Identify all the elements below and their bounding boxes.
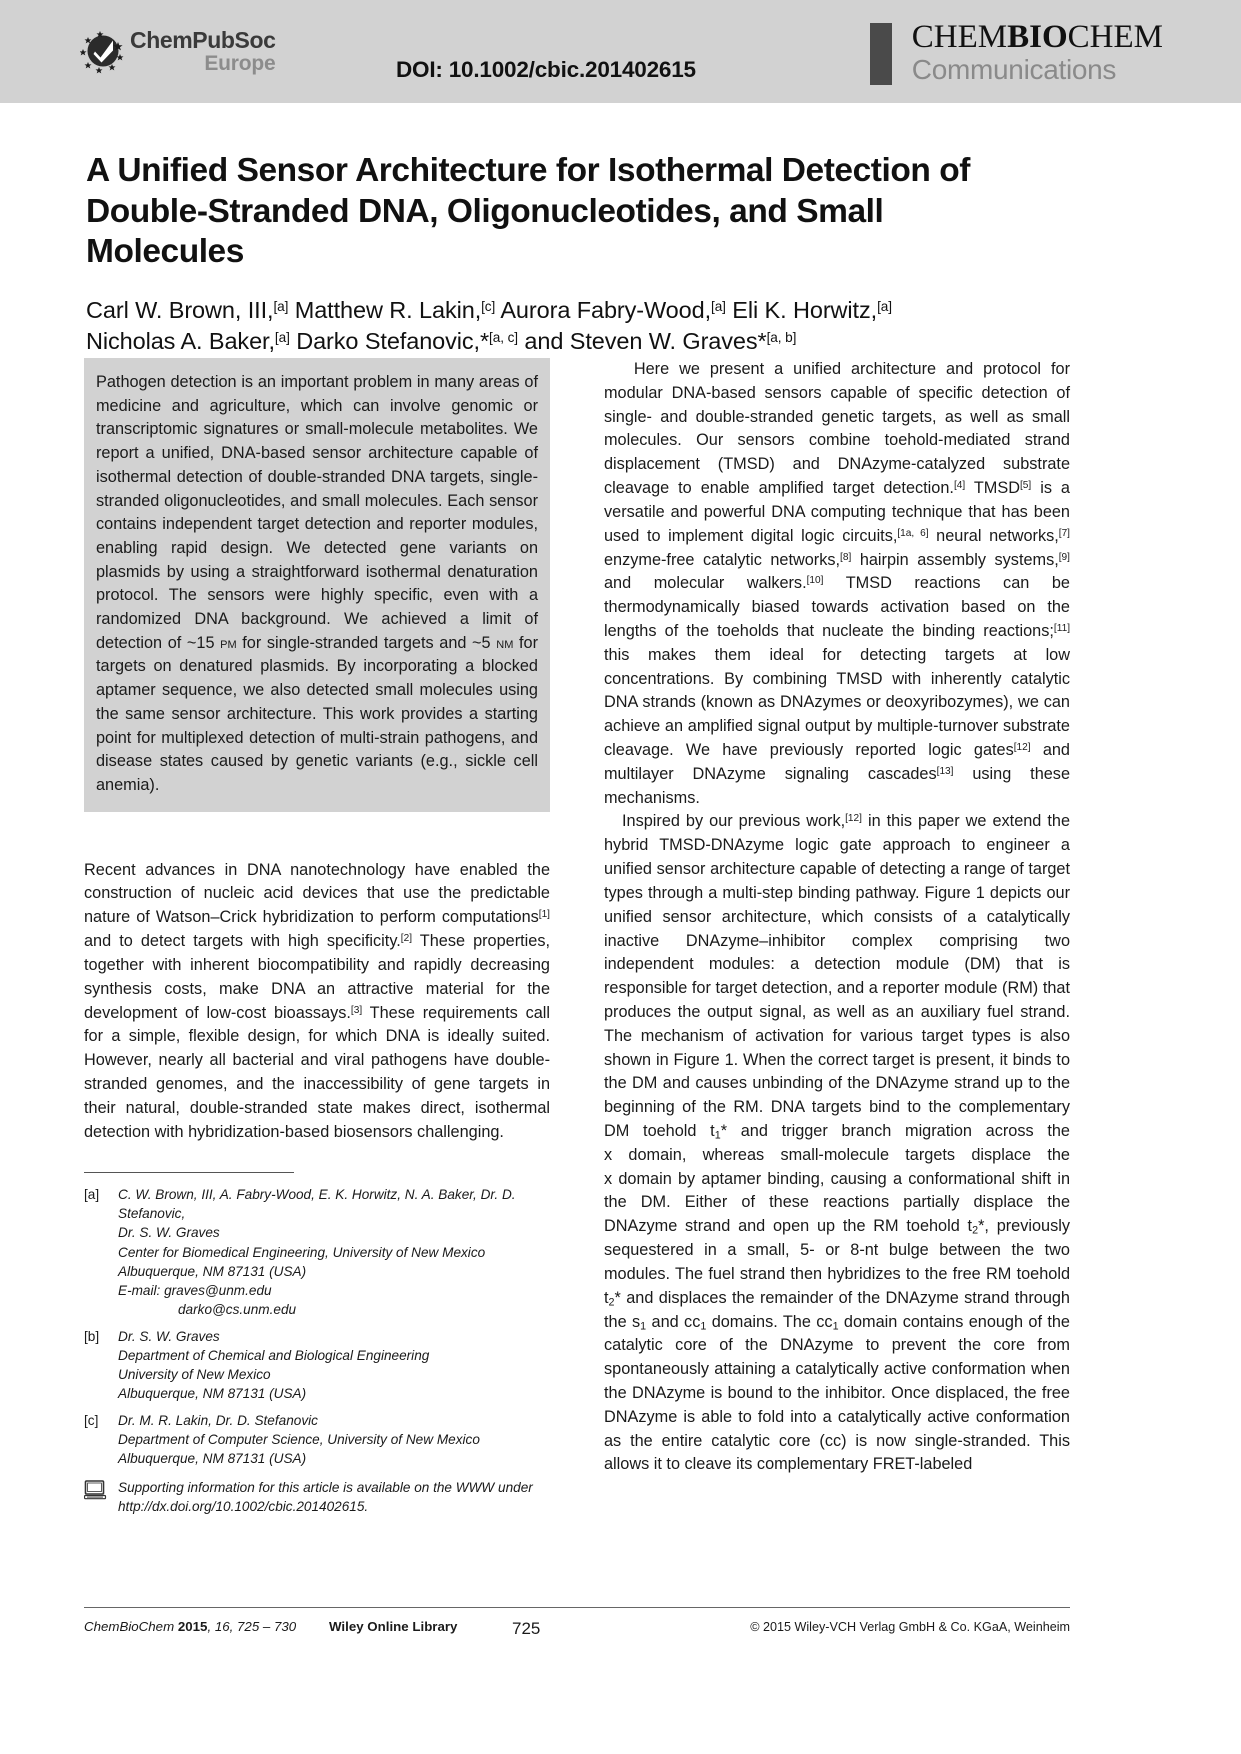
footer-divider <box>84 1607 1070 1608</box>
computer-monitor-icon <box>84 1478 118 1516</box>
footer-page-number: 725 <box>512 1619 541 1638</box>
author-affil-mark: [a] <box>877 298 892 314</box>
footer-copyright: © 2015 Wiley-VCH Verlag GmbH & Co. KGaA, Weinheim <box>750 1620 1070 1634</box>
journal-header-bar <box>0 0 1241 103</box>
footnote-tag: [c] <box>84 1412 99 1428</box>
author-affil-mark: [c] <box>481 298 496 314</box>
footnote-line: C. W. Brown, III, A. Fabry-Wood, E. K. Horwitz, N. A. Baker, Dr. D. Stefanovic, <box>118 1187 516 1222</box>
author-name: Carl W. Brown, III, <box>86 296 274 323</box>
right-column <box>604 358 1070 1477</box>
masthead-title-post: CHEM <box>1067 19 1163 55</box>
author-name: Nicholas A. Baker, <box>86 327 275 354</box>
author-affil-mark: [a] <box>274 329 290 345</box>
masthead-subtitle: Communications <box>911 54 1117 85</box>
abstract-box <box>84 358 550 812</box>
author-name: and Steven W. Graves* <box>517 327 767 354</box>
abstract-text: Pathogen detection is an important problem in many areas of medicine and agriculture, which can involve genomic or transcriptomic signatures or small-molecule metabolites. We report a unified, DNA-based sensor architecture capable of isothermal detection of double-stranded DNA targets, single-stranded oligonucleotides, and small molecules. Each sensor contains independent target detection and reporter modules, enabling rapid design. We detected gene variants on plasmids by using a straightforward isothermal denaturation protocol. The sensors were highly specific, even with a randomized DNA background. We achieved a limit of detection of ~15 pm for single-stranded targets and ~5 nm for targets on denatured plasmids. By incorporating a blocked aptamer sequence, we also detected small molecules using the same sensor architecture. This work provides a starting point for multiplexed detection of multi-strain pathogens, and disease states caused by genetic variants (e.g., sickle cell anemia). <box>96 373 538 794</box>
footer-journal-name: ChemBioChem <box>84 1619 175 1634</box>
supporting-info-link[interactable]: http://dx.doi.org/10.1002/cbic.201402615. <box>118 1498 369 1514</box>
footnote-line: Center for Biomedical Engineering, University of New Mexico <box>118 1244 486 1260</box>
footer-library-link[interactable]: Wiley Online Library <box>329 1619 458 1634</box>
supporting-info-line-1: Supporting information for this article is available on the WWW under <box>118 1479 533 1495</box>
footnote-line: Dr. S. W. Graves <box>118 1225 220 1241</box>
footnote-line: Department of Computer Science, University of New Mexico <box>118 1431 480 1447</box>
footnote-line: Department of Chemical and Biological Engineering <box>118 1347 430 1363</box>
supporting-information-note <box>84 1478 550 1516</box>
masthead-title-bio: BIO <box>1007 19 1068 55</box>
author-line-1 <box>86 295 1026 326</box>
footnote-tag: [a] <box>84 1187 100 1203</box>
masthead-title-pre: CHEM <box>911 19 1008 55</box>
author-affil-mark: [a, b] <box>766 329 797 345</box>
page-title: A Unified Sensor Architecture for Isothermal Detection of Double-Stranded DNA, Oligonucleotides, and Small Molecules <box>86 152 970 271</box>
footnote-line: Dr. S. W. Graves <box>118 1328 220 1344</box>
author-affil-mark: [a] <box>711 298 726 314</box>
footnote-body <box>118 1327 550 1403</box>
right-paragraph-2: Inspired by our previous work,[12] in this paper we extend the hybrid TMSD-DNAzyme logic gate approach to engineer a unified sensor architecture capable of detecting a range of target types through a multi-step binding pathway. Figure 1 depicts our unified sensor architecture, which consists of a catalytically inactive DNAzyme–inhibitor complex comprising two independent modules: a detection module (DM) that is responsible for target detection, and a reporter module (RM) that produces the output signal, as well as an auxiliary fuel strand. The mechanism of activation for various target types is also shown in Figure 1. When the correct target is present, it binds to the DM and causes unbinding of the DNAzyme strand up to the beginning of the RM. DNA targets bind to the complementary DM toehold $t_1*$ and trigger branch migration across the x domain, whereas small-molecule targets displace the x domain by aptamer binding, causing a conformational shift in the DM. Either of these reactions partially displace the DNAzyme strand and open up the RM toehold $t_2*$, previously sequestered in a small, 5- or 8-nt bulge between the two modules. The fuel strand then hybridizes to the free RM toehold $t_2*$ and displaces the remainder of the DNAzyme strand through the $s_1$ and $cc_1$ domains. The $cc_1$ domain contains enough of the catalytic core of the DNAzyme to prevent the core from spontaneously attaining a catalytically active conformation when the DNAzyme is bound to the inhibitor. Once displaced, the free DNAzyme is able to fold into a catalytically active conformation as the entire catalytic core (cc) is now single-stranded. This allows it to cleave its complementary FRET-labeled <box>604 812 1070 1474</box>
footnote-body <box>118 1411 550 1468</box>
footer-citation <box>84 1619 296 1634</box>
masthead-rule <box>870 23 892 85</box>
footnote-line: Albuquerque, NM 87131 (USA) <box>118 1263 307 1279</box>
spacer <box>84 812 550 859</box>
title-block <box>86 151 1026 357</box>
footnote-line: Albuquerque, NM 87131 (USA) <box>118 1450 307 1466</box>
footnotes-block <box>84 1185 550 1516</box>
author-affil-mark: [a] <box>273 298 289 314</box>
footnote-line: University of New Mexico <box>118 1366 271 1382</box>
author-list <box>86 295 1026 358</box>
journal-masthead <box>870 21 1163 85</box>
author-line-2 <box>86 326 1026 357</box>
footnote-line: Albuquerque, NM 87131 (USA) <box>118 1385 307 1401</box>
footnote-body <box>118 1185 550 1318</box>
footnote-divider <box>84 1172 294 1173</box>
footer-volume-pages: , 16, 725 – 730 <box>207 1619 297 1634</box>
footnote-line: Dr. M. R. Lakin, Dr. D. Stefanovic <box>118 1412 318 1428</box>
masthead-title <box>912 21 1163 54</box>
page-footer <box>84 1619 1070 1645</box>
author-name: Aurora Fabry-Wood, <box>495 296 712 323</box>
logo-text-bottom: Europe <box>204 51 276 75</box>
doi-text: DOI: 10.1002/cbic.201402615 <box>396 57 696 82</box>
footnote-item-c <box>84 1411 550 1468</box>
footnote-item-b <box>84 1327 550 1403</box>
footer-year: 2015 <box>177 1619 208 1634</box>
author-affil-mark: [a, c] <box>489 329 518 345</box>
supporting-information-body <box>118 1478 550 1516</box>
left-column <box>84 358 550 1516</box>
right-paragraph-1: Here we present a unified architecture and protocol for modular DNA-based sensors capable of specific detection of single- and double-stranded genetic targets, as well as small molecules. Our sensors combine toehold-mediated strand displacement (TMSD) and DNAzyme-catalyzed substrate cleavage to enable amplified target detection.[4] TMSD[5] is a versatile and powerful DNA computing technique that has been used to implement digital logic circuits,[1a, 6] neural networks,[7] enzyme-free catalytic networks,[8] hairpin assembly systems,[9] and molecular walkers.[10] TMSD reactions can be thermodynamically biased towards activation based on the lengths of the toeholds that nucleate the binding reactions;[11] this makes them ideal for detecting targets at low concentrations. By combining TMSD with inherently catalytic DNA strands (known as DNAzymes or deoxyribozymes), we can achieve an amplified signal output by multiple-turnover substrate cleavage. We have previously reported logic gates[12] and multilayer DNAzyme signaling cascades[13] using these mechanisms. <box>604 360 1070 807</box>
left-paragraph-1: Recent advances in DNA nanotechnology have enabled the construction of nucleic acid devices that use the predictable nature of Watson–Crick hybridization to perform computations[1] and to detect targets with high specificity.[2] These properties, together with inherent biocompatibility and rapidly decreasing synthesis costs, make DNA an attractive material for the development of low-cost bioassays.[3] These requirements call for a simple, flexible design, for which DNA is ideally suited. However, nearly all bacterial and viral pathogens have double-stranded genomes, and the inaccessibility of gene targets in their natural, double-stranded state makes direct, isothermal detection with hybridization-based biosensors challenging. <box>84 860 550 1141</box>
chempubsoc-logo <box>80 28 276 74</box>
footnote-email-line-2[interactable]: darko@cs.unm.edu <box>178 1301 297 1317</box>
author-name: Darko Stefanovic,* <box>289 327 490 354</box>
chempubsoc-checkmark-stars-logo-icon <box>80 28 126 74</box>
footnote-tag: [b] <box>84 1328 100 1344</box>
logo-text-top: ChemPubSoc <box>130 26 276 53</box>
author-name: Matthew R. Lakin, <box>288 296 482 323</box>
footnote-email-line[interactable]: E-mail: graves@unm.edu <box>118 1282 272 1298</box>
author-name: Eli K. Horwitz, <box>725 296 878 323</box>
footnote-item-a <box>84 1185 550 1318</box>
